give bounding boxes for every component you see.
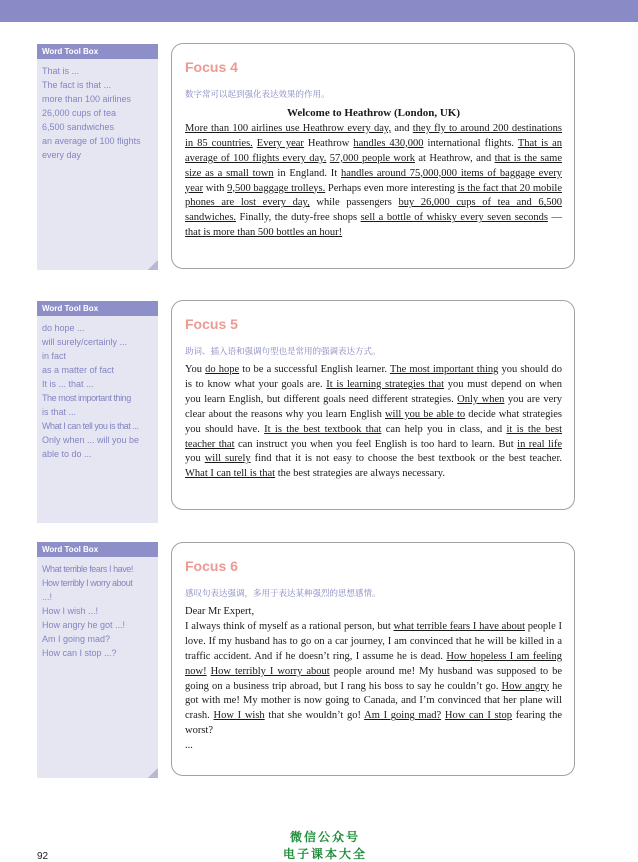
tool-box-title: Word Tool Box bbox=[37, 542, 158, 557]
underlined-phrase: that is the same size as a small town bbox=[185, 152, 562, 179]
underlined-phrase: The most important thing bbox=[389, 364, 499, 375]
text-run: Perhaps even more interesting bbox=[325, 182, 458, 194]
text-run: international flights. bbox=[423, 137, 518, 149]
tool-box-item: every day bbox=[42, 150, 82, 160]
focus-note: 数字常可以起到强化表达效果的作用。 bbox=[185, 90, 330, 100]
underlined-phrase: How angry bbox=[501, 680, 549, 692]
word-tool-box-6 bbox=[37, 542, 158, 778]
focus-6-text bbox=[185, 605, 562, 754]
tool-box-list bbox=[37, 59, 158, 162]
underlined-phrase: in real life bbox=[517, 438, 562, 450]
focus-4-box bbox=[171, 43, 575, 269]
passage-title: Welcome to Heathrow (London, UK) bbox=[286, 107, 461, 119]
letter-ellipsis: ... bbox=[185, 740, 193, 752]
underlined-phrase: do hope bbox=[205, 364, 240, 375]
text-run: and bbox=[391, 122, 413, 134]
underlined-phrase: sell a bottle of whisky every seven seconds bbox=[360, 212, 548, 224]
underlined-phrase: It is learning strategies that bbox=[326, 378, 445, 390]
underlined-phrase: It is the best textbook that bbox=[264, 423, 382, 435]
tool-box-item: Am I going mad? bbox=[42, 634, 111, 644]
tool-box-item: How I wish ...! bbox=[42, 606, 99, 616]
tool-box-item: will surely/certainly ... bbox=[42, 337, 128, 347]
text-run: while passengers bbox=[309, 197, 399, 209]
underlined-phrase: 9,500 baggage trolleys. bbox=[227, 182, 326, 194]
underlined-phrase: handles 430,000 bbox=[353, 137, 424, 149]
tool-box-item: 26,000 cups of tea bbox=[42, 108, 117, 118]
tool-box-item: The most important thing bbox=[42, 393, 131, 403]
word-tool-box-5 bbox=[37, 301, 158, 523]
text-run: people I love. If my husband has to go on a car journey, I am convinced that he will be killed in a traffic accident. And if he doesn’t ring, I assume he is dead. bbox=[185, 620, 562, 662]
tool-box-item: in fact bbox=[42, 351, 67, 361]
tool-box-item: do hope ... bbox=[42, 323, 85, 333]
underlined-phrase: How can I stop bbox=[444, 710, 513, 722]
tool-box-item: Only when ... will you be bbox=[42, 435, 140, 445]
tool-box-item: That is ... bbox=[42, 66, 80, 76]
text-run: in England. It bbox=[273, 167, 341, 179]
underlined-phrase: More than 100 airlines use Heathrow every day, bbox=[185, 122, 392, 134]
tool-box-item: How angry he got ...! bbox=[42, 620, 126, 630]
tool-box-item: How terribly I worry about bbox=[42, 578, 133, 588]
underlined-phrase: How hopeless I am feeling now! bbox=[185, 650, 562, 677]
tool-box-title: Word Tool Box bbox=[37, 44, 158, 59]
underlined-phrase: Only when bbox=[457, 393, 505, 405]
focus-note: 助词、插入语和强调句型也是常用的强调表达方式。 bbox=[185, 347, 381, 357]
focus-heading: Focus 6 bbox=[185, 558, 238, 574]
text-run: — bbox=[547, 212, 562, 224]
text-run: to be a successful English learner. bbox=[239, 364, 390, 375]
focus-6-box bbox=[171, 542, 575, 776]
text-run: can instruct you when you feel English is too hard to learn. But bbox=[234, 438, 518, 450]
text-run: you should do is to know what your goals are. bbox=[185, 364, 562, 390]
top-band bbox=[0, 0, 638, 22]
underlined-phrase: will surely bbox=[204, 453, 251, 465]
underlined-phrase: is the fact that 20 mobile phones are lost every day, bbox=[185, 182, 562, 209]
tool-box-list bbox=[37, 557, 158, 660]
text-run: you are very clear about the reasons why you learn English bbox=[185, 393, 562, 420]
text-run: at Heathrow, and bbox=[415, 152, 495, 164]
watermark-line-1: 微信公众号 bbox=[289, 830, 360, 844]
focus-heading: Focus 4 bbox=[185, 59, 238, 75]
focus-note: 感叹句表达强调，多用于表达某种强烈的思想感情。 bbox=[185, 589, 381, 599]
underlined-phrase: How terribly I worry about bbox=[210, 665, 330, 677]
underlined-phrase: That is an average of 100 flights every day. bbox=[185, 137, 563, 164]
text-run: the best strategies are always necessary. bbox=[275, 468, 445, 480]
text-run: people around me! My husband was supposed to be going on a business trip abroad, but I rang his boss to say he couldn’t go. bbox=[185, 665, 563, 692]
text-run: decide what strategies you should have. bbox=[185, 408, 562, 435]
underlined-phrase: What I can tell is that bbox=[185, 468, 276, 480]
text-run: You bbox=[185, 364, 206, 375]
text-run: Finally, the duty-free shops bbox=[236, 212, 361, 224]
tool-box-item: What I can tell you is that ... bbox=[42, 421, 139, 431]
underlined-phrase: Every year bbox=[256, 137, 304, 149]
text-run: find that it is not easy to choose the best textbook or the best teacher. bbox=[250, 453, 562, 465]
underlined-phrase: what terrible fears I have about bbox=[393, 620, 526, 632]
text-run: he got with me! My mother is now going to Canada, and I’m convinced that her plane will crash. bbox=[185, 680, 562, 722]
underlined-phrase: will you be able to bbox=[384, 408, 466, 420]
text-run: that she wouldn’t go! bbox=[264, 710, 365, 722]
underlined-phrase: they fly to around 200 destinations in 85 countries. bbox=[185, 122, 562, 149]
tool-box-title: Word Tool Box bbox=[37, 301, 158, 316]
text-run: Heathrow bbox=[303, 137, 354, 149]
text-run: I always think of myself as a rational person, but bbox=[185, 620, 394, 632]
tool-box-item: How can I stop ...? bbox=[42, 648, 117, 658]
page-fold-corner bbox=[148, 260, 158, 270]
underlined-phrase: How I wish bbox=[213, 710, 265, 722]
focus-5-text bbox=[185, 363, 562, 482]
text-run: you bbox=[185, 453, 205, 465]
tool-box-item: It is ... that ... bbox=[42, 379, 94, 389]
watermark-line-2: 电子课本大全 bbox=[282, 847, 367, 861]
tool-box-item: What terrible fears I have! bbox=[42, 564, 133, 574]
underlined-phrase: 57,000 people work bbox=[329, 152, 415, 164]
underlined-phrase: it is the best teacher that bbox=[185, 423, 562, 450]
tool-box-list bbox=[37, 316, 158, 461]
tool-box-item: as a matter of fact bbox=[42, 365, 115, 375]
tool-box-item: an average of 100 flights bbox=[42, 136, 141, 146]
word-tool-box-4 bbox=[37, 44, 158, 270]
underlined-phrase: buy 26,000 cups of tea and 6,500 sandwiches. bbox=[185, 197, 562, 224]
tool-box-item: is that ... bbox=[42, 407, 77, 417]
underlined-phrase: Am I going mad? bbox=[364, 710, 442, 722]
tool-box-item: 6,500 sandwiches bbox=[42, 122, 115, 132]
page-fold-corner bbox=[148, 768, 158, 778]
tool-box-item: more than 100 airlines bbox=[42, 94, 132, 104]
text-run: fearing the worst? bbox=[185, 710, 563, 737]
tool-box-item: The fact is that ... bbox=[42, 80, 112, 90]
letter-greeting: Dear Mr Expert, bbox=[185, 606, 255, 617]
underlined-phrase: handles around 75,000,000 items of baggage every year bbox=[185, 167, 563, 194]
tool-box-item: ...! bbox=[42, 592, 53, 602]
underlined-phrase: that is more than 500 bottles an hour! bbox=[185, 227, 343, 239]
focus-4-text bbox=[185, 106, 562, 241]
focus-heading: Focus 5 bbox=[185, 316, 238, 332]
text-run: you must depend on when you learn English, but different goals need different strategies. bbox=[185, 378, 562, 405]
tool-box-item: able to do ... bbox=[42, 449, 92, 459]
page-number: 92 bbox=[37, 851, 49, 862]
text-run: with bbox=[203, 182, 228, 194]
focus-5-box bbox=[171, 300, 575, 510]
text-run: can help you in class, and bbox=[381, 423, 507, 435]
